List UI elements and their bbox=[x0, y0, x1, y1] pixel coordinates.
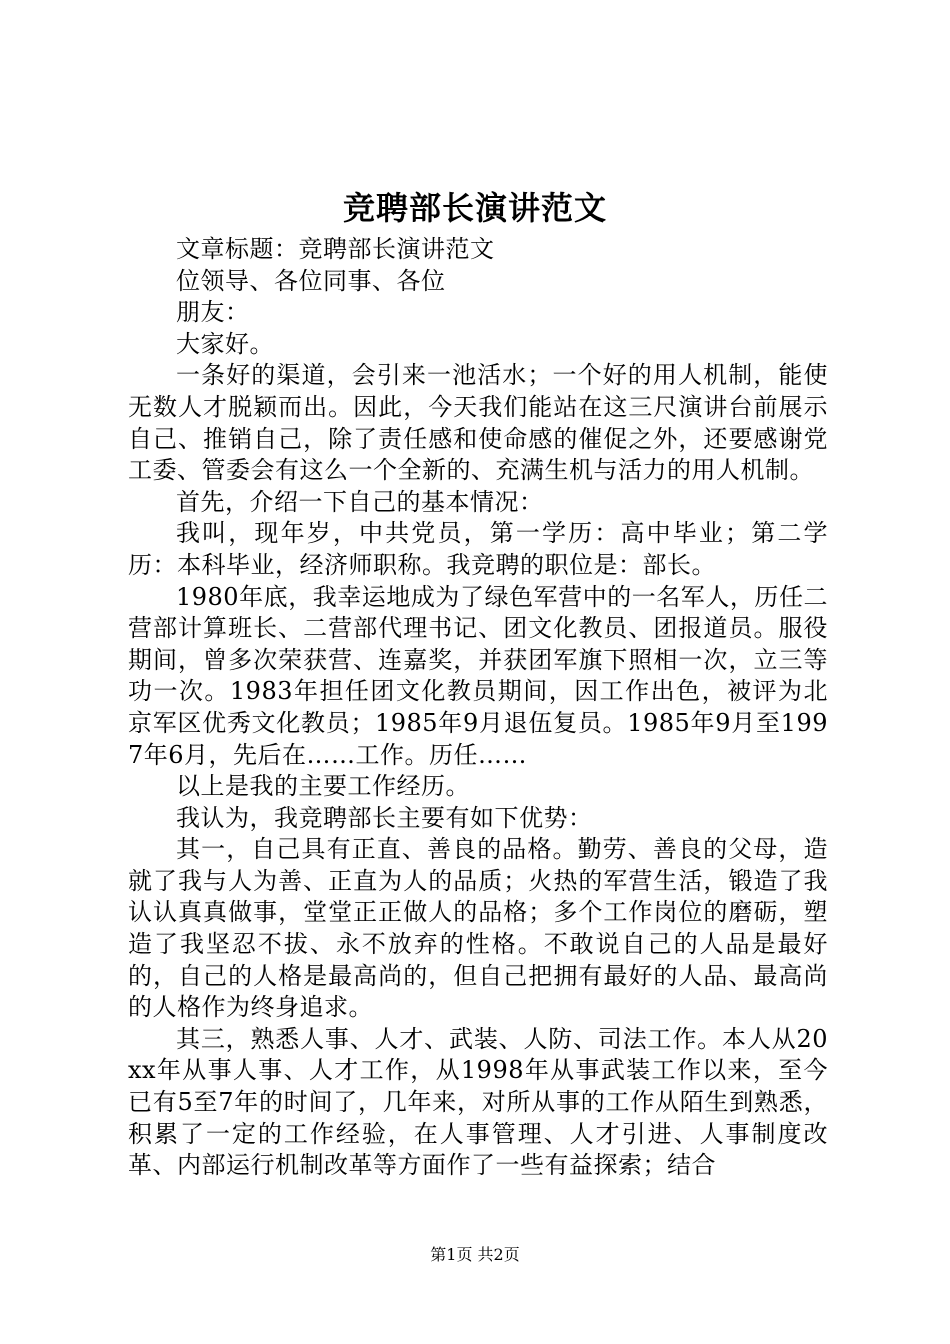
document-body bbox=[128, 234, 828, 1182]
paragraph-salutation-1: 位领导、各位同事、各位 bbox=[176, 266, 446, 295]
paragraph-advantage-3: 其三，熟悉人事、人才、武装、人防、司法工作。本人从20xx年从事人事、人才工作，从1998年从事武装工作以来，至今已有5至7年的时间了，几年来，对所从事的工作从陌生到熟悉，积累了一定的工作经验，在人事管理、人才引进、人事制度改革、内部运行机制改革等方面作了一些有益探索；结合 bbox=[128, 1024, 828, 1180]
paragraph-intro: 一条好的渠道，会引来一池活水；一个好的用人机制，能使无数人才脱颖而出。因此，今天我们能站在这三尺演讲台前展示自己、推销自己，除了责任感和使命感的催促之外，还要感谢党工委、管委会有这么一个全新的、充满生机与活力的用人机制。 bbox=[128, 361, 828, 485]
paragraph-article-title: 文章标题：竞聘部长演讲范文 bbox=[176, 235, 495, 263]
paragraph-advantages-heading: 我认为，我竞聘部长主要有如下优势： bbox=[176, 803, 593, 832]
paragraph-military-history: 1980年底，我幸运地成为了绿色军营中的一名军人，历任二营部计算班长、二营部代理书记、团文化教员、团报道员。服役期间，曾多次荣获营、连嘉奖，并获团军旗下照相一次，立三等功一次。1983年担任团文化教员期间，因工作出色，被评为北京军区优秀文化教员；1985年9月退伍复员。1985年9月至1997年6月，先后在……工作。历任…… bbox=[128, 582, 828, 769]
document-title: 竞聘部长演讲范文 bbox=[342, 189, 607, 227]
paragraph-basic-info: 我叫，现年岁，中共党员，第一学历：高中毕业；第二学历：本科毕业，经济师职称。我竞聘的职位是：部长。 bbox=[128, 519, 828, 579]
paragraph-advantage-1: 其一，自己具有正直、善良的品格。勤劳、善良的父母，造就了我与人为善、正直为人的品质；火热的军营生活，锻造了我认认真真做事，堂堂正正做人的品格；多个工作岗位的磨砺，塑造了我坚忍不拔、永不放弃的性格。不敢说自己的人品是最好的，自己的人格是最高尚的，但自己把拥有最好的人品、最高尚的人格作为终身追求。 bbox=[128, 835, 828, 1022]
page-footer: 第1页 共2页 bbox=[430, 1245, 520, 1264]
paragraph-work-summary: 以上是我的主要工作经历。 bbox=[176, 772, 470, 801]
paragraph-greeting: 大家好。 bbox=[176, 329, 274, 358]
paragraph-salutation-2: 朋友： bbox=[176, 298, 250, 327]
paragraph-self-intro-heading: 首先，介绍一下自己的基本情况： bbox=[176, 487, 544, 516]
